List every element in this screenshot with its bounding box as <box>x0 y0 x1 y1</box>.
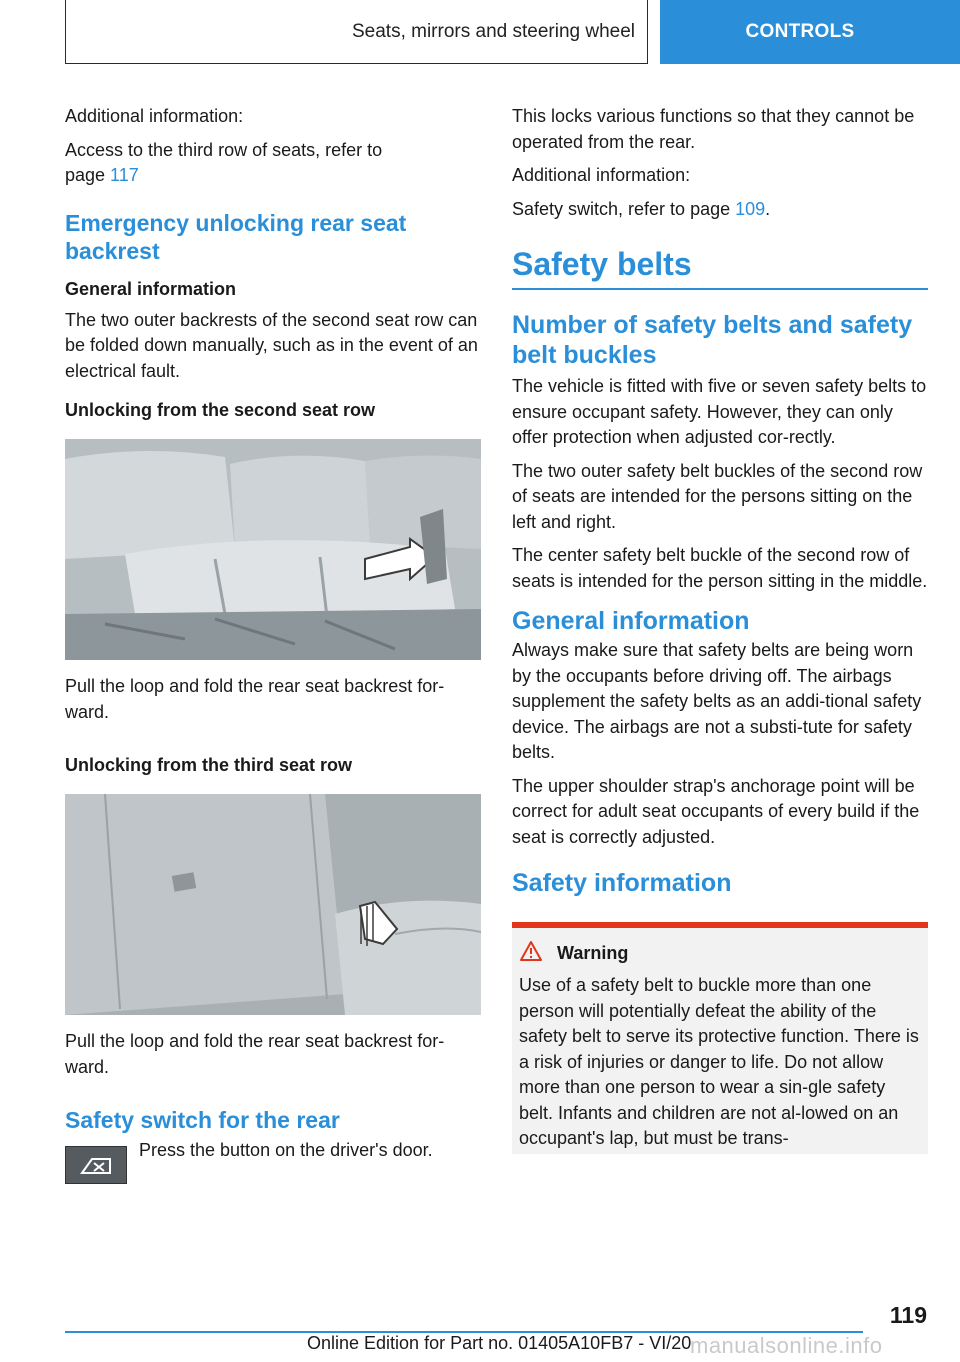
warning-box <box>512 922 928 1154</box>
number-belts-text-3: The center safety belt buckle of the second row of seats is intended for the person sitting in the middle. <box>512 545 928 591</box>
chapter-title: CONTROLS <box>745 21 855 42</box>
heading-safety-information: Safety information <box>512 869 732 897</box>
section-header <box>65 0 648 64</box>
heading-second-seat-row: Unlocking from the second seat row <box>65 400 376 420</box>
chapter-tab[interactable] <box>660 0 960 64</box>
heading-general-information: General information <box>65 278 237 299</box>
number-belts-text-1: The vehicle is fitted with five or seven safety belts to ensure occupant safety. However, they can only offer protection when adjusted cor‐rectly. <box>512 376 927 447</box>
general-information-text: The two outer backrests of the second seat row can be folded down manually, such as in the event of an electrical fault. <box>65 309 478 381</box>
heading-safety-switch-rear: Safety switch for the rear <box>65 1107 340 1133</box>
additional-info-label-right: Additional information: <box>512 165 691 185</box>
warning-text: Use of a safety belt to buckle more than one person will potentially defeat the ability of the safety belt to serve its protective function. There is a risk of injuries or danger to life. Do not allow more than one person to wear a sin‐gle safety belt. Infants and children are not al‐lowed on an occupant's lap, but must be trans‐ <box>519 975 919 1148</box>
page-number: 119 <box>889 1302 927 1328</box>
page-link-109[interactable]: 109 <box>735 198 766 219</box>
additional-info-label: Additional information: <box>65 106 244 126</box>
third-row-caption: Pull the loop and fold the rear seat backrest for‐ward. <box>65 1031 445 1077</box>
heading-emergency-unlocking: Emergency unlocking rear seat backrest <box>65 209 407 264</box>
number-belts-text-2: The two outer safety belt buckles of the second row of seats are intended for the persons sitting on the left and right. <box>512 460 923 532</box>
heading-general-information-right: General information <box>512 607 750 635</box>
heading-number-of-belts: Number of safety belts and safety belt buckles <box>512 311 913 369</box>
third-row-seat-image <box>65 794 481 1015</box>
safety-switch-row <box>65 1138 483 1184</box>
second-row-caption: Pull the loop and fold the rear seat backrest for‐ward. <box>65 676 445 722</box>
rear-lock-text: This locks various functions so that they cannot be operated from the rear. <box>512 106 915 152</box>
third-row-illustration <box>65 794 481 1015</box>
watermark: manualsonline.info <box>690 1333 883 1358</box>
second-row-seat-image <box>65 439 481 660</box>
third-row-reference: Access to the third row of seats, refer to page 117 <box>65 139 383 185</box>
section-title: Seats, mirrors and steering wheel <box>351 20 635 42</box>
page-link-117[interactable]: 117 <box>110 165 139 185</box>
warning-triangle-icon <box>519 940 543 967</box>
warning-header <box>519 940 920 967</box>
right-column <box>512 104 928 1154</box>
child-lock-switch-icon <box>65 1146 127 1184</box>
general-info-text-2: The upper shoulder strap's anchorage point will be correct for adult seat occupants of every build if the seat is correctly adjusted. <box>512 775 920 847</box>
safety-switch-reference: Safety switch, refer to page 109. <box>512 198 771 219</box>
general-info-text-1: Always make sure that safety belts are being worn by the occupants before driving off. The airbags supplement the safety belts as an addi‐tional safety device. The airbags are not a substi‐tute for safety belts. <box>512 640 922 762</box>
heading-safety-belts: Safety belts <box>512 246 692 282</box>
heading-third-seat-row: Unlocking from the third seat row <box>65 755 353 775</box>
section-divider <box>512 288 928 290</box>
warning-title: Warning <box>557 943 629 963</box>
second-row-illustration <box>65 439 481 660</box>
safety-switch-text: Press the button on the driver's door. <box>139 1140 433 1160</box>
edition-info: Online Edition for Part no. 01405A10FB7 - VI/20 <box>307 1333 692 1353</box>
left-column <box>65 104 483 1184</box>
